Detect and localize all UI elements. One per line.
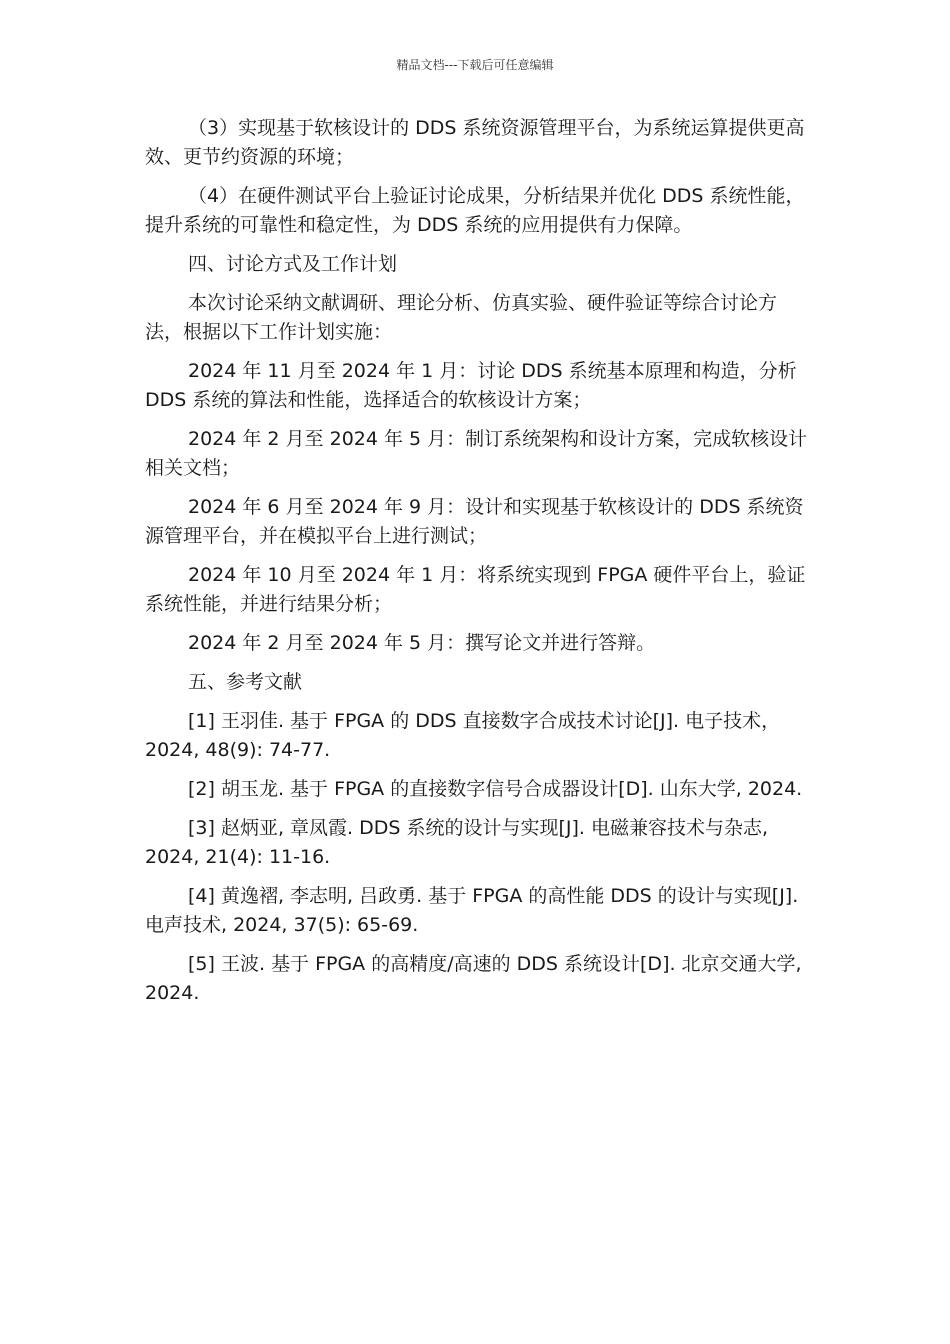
page-header: 精品文档---下载后可任意编辑 — [396, 58, 554, 72]
objective-3: （3）实现基于软核设计的 DDS 系统资源管理平台，为系统运算提供更高效、更节约资源的环境； — [145, 117, 805, 168]
section-heading-methods: 四、讨论方式及工作计划 — [188, 253, 398, 275]
plan-item: 2024 年 6 月至 2024 年 9 月：设计和实现基于软核设计的 DDS 系统资源管理平台，并在模拟平台上进行测试； — [145, 496, 804, 547]
reference-item: [5] 王波. 基于 FPGA 的高精度/高速的 DDS 系统设计[D]. 北京交通大学, 2024. — [145, 953, 802, 1004]
document-body — [145, 114, 813, 1018]
section-heading-references: 五、参考文献 — [188, 671, 303, 693]
reference-item: [4] 黄逸褶, 李志明, 吕政勇. 基于 FPGA 的高性能 DDS 的设计与实现[J]. 电声技术, 2024, 37(5): 65-69. — [145, 885, 799, 936]
objective-4: （4）在硬件测试平台上验证讨论成果，分析结果并优化 DDS 系统性能，提升系统的可靠性和稳定性，为 DDS 系统的应用提供有力保障。 — [145, 185, 805, 236]
plan-item: 2024 年 10 月至 2024 年 1 月：将系统实现到 FPGA 硬件平台上，验证系统性能，并进行结果分析； — [145, 564, 806, 615]
plan-item: 2024 年 11 月至 2024 年 1 月：讨论 DDS 系统基本原理和构造，分析 DDS 系统的算法和性能，选择适合的软核设计方案； — [145, 360, 797, 411]
reference-item: [3] 赵炳亚, 章凤霞. DDS 系统的设计与实现[J]. 电磁兼容技术与杂志, 2024, 21(4): 11-16. — [145, 817, 769, 868]
plan-item: 2024 年 2 月至 2024 年 5 月：制订系统架构和设计方案，完成软核设计相关文档； — [145, 428, 808, 479]
methods-intro: 本次讨论采纳文献调研、理论分析、仿真实验、硬件验证等综合讨论方法，根据以下工作计划实施： — [145, 292, 778, 343]
plan-item: 2024 年 2 月至 2024 年 5 月：撰写论文并进行答辩。 — [188, 632, 656, 654]
reference-item: [2] 胡玉龙. 基于 FPGA 的直接数字信号合成器设计[D]. 山东大学, 2024. — [188, 778, 803, 800]
reference-item: [1] 王羽佳. 基于 FPGA 的 DDS 直接数字合成技术讨论[J]. 电子技术， 2024, 48(9): 74-77. — [145, 710, 781, 761]
